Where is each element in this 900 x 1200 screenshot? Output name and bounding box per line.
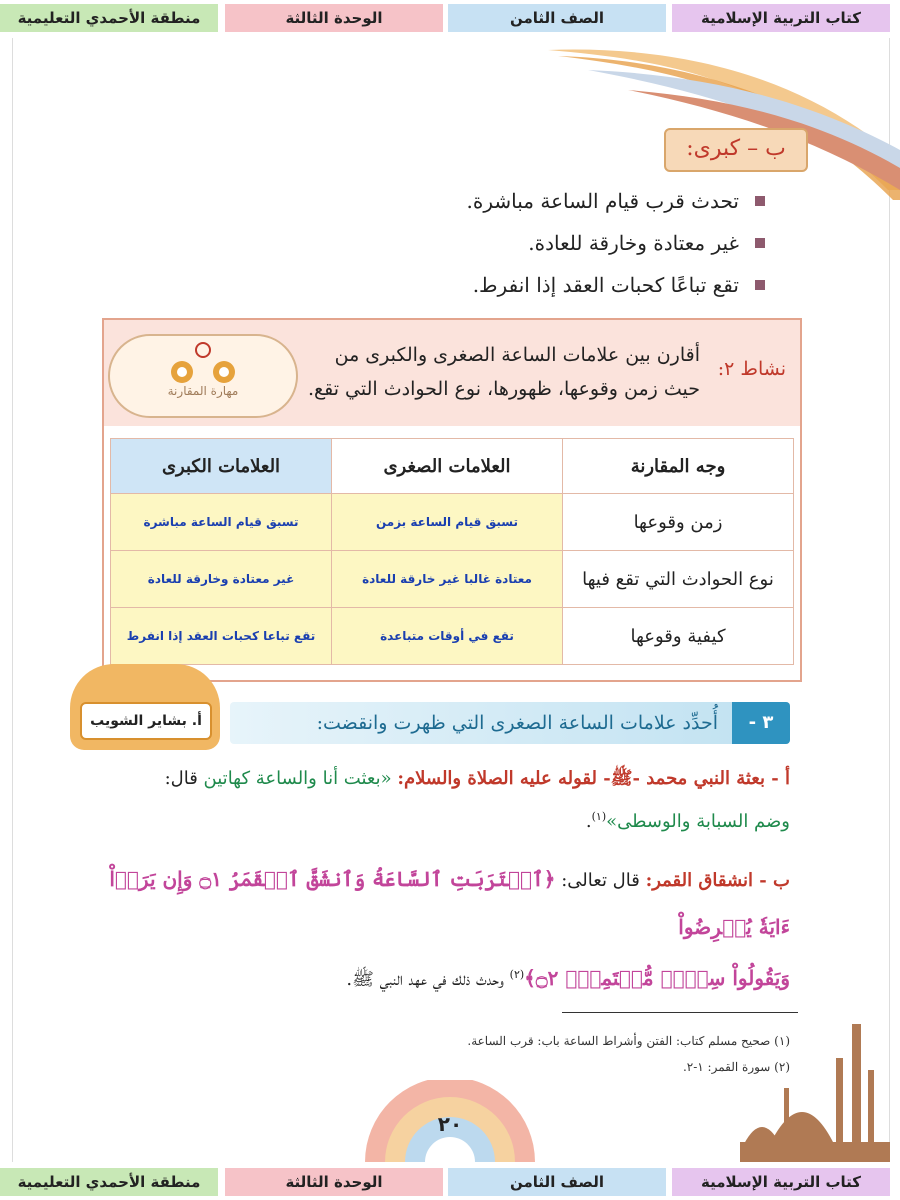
footer-cells (0, 1164, 900, 1198)
item-a-after: قال: (164, 768, 198, 789)
header-unit: الوحدة الثالثة (225, 4, 443, 32)
table-row (111, 551, 794, 608)
bullet-text: غير معتادة وخارقة للعادة. (528, 231, 739, 255)
table-row-header: كيفية وقوعها (563, 608, 794, 665)
compare-heads-icon (110, 336, 296, 386)
footer-grade: الصف الثامن (448, 1168, 666, 1196)
bullet-text: تحدث قرب قيام الساعة مباشرة. (466, 189, 739, 213)
header-grade: الصف الثامن (448, 4, 666, 32)
activity-header (104, 320, 800, 426)
top-header-bar (0, 0, 900, 34)
list-item (205, 222, 765, 264)
table-row (111, 494, 794, 551)
skill-label: مهارة المقارنة (167, 384, 239, 398)
question-3-bar (230, 702, 790, 744)
section-b-title: ب – كبرى: (664, 128, 808, 172)
quran-verse: ﴿ٱقۡتَرَبَتِ ٱلسَّاعَةُ وَٱنشَقَّ ٱلۡقَمَرُ ۝١ وَإِن يَرَوۡاْ ءَايَةٗ يُعۡرِضُواْ (109, 867, 790, 939)
question-text: أُحدِّد علامات الساعة الصغرى التي ظهرت وانقضت: (316, 712, 718, 734)
activity-label: نشاط ٢: (717, 358, 786, 380)
table-header: العلامات الصغرى (332, 439, 563, 494)
footnote-divider (562, 1012, 798, 1013)
table-row-header: نوع الحوادث التي تقع فيها (563, 551, 794, 608)
mosque-silhouette-icon (740, 1018, 890, 1162)
comparison-table (110, 438, 794, 665)
question-number: ٣ - (732, 702, 790, 744)
item-b-line2 (90, 952, 790, 1003)
teacher-badge (70, 664, 220, 750)
activity-text (290, 338, 700, 406)
hadith-text: «بعثت أنا والساعة كهاتين (203, 768, 392, 789)
bullet-square-icon (755, 280, 765, 290)
page-number: ٢٠ (437, 1112, 463, 1136)
footnote: (٢) سورة القمر: ١-٢. (682, 1060, 790, 1074)
answer-cell[interactable]: معتادة غالبا غير خارقة للعادة (332, 551, 563, 608)
table-row (111, 608, 794, 665)
skill-badge (108, 334, 298, 418)
bullet-text: تقع تباعًا كحبات العقد إذا انفرط. (472, 273, 739, 297)
answer-cell[interactable]: تقع في أوقات متباعدة (332, 608, 563, 665)
bullet-square-icon (755, 196, 765, 206)
item-b-paragraph (90, 856, 790, 1003)
footnote-ref[interactable]: (٢) (509, 968, 525, 981)
item-b-lead: ب - انشقاق القمر: (645, 870, 790, 891)
decorative-swoosh-icon (548, 40, 900, 200)
hadith-text-line2: وضم السبابة والوسطى» (606, 811, 790, 832)
table-header-row (111, 439, 794, 494)
footnote: (١) صحيح مسلم كتاب: الفتن وأشراط الساعة باب: قرب الساعة. (467, 1034, 790, 1048)
quran-verse-line2: وَيَقُولُواْ سِحۡرٞ مُّسۡتَمِرّٞ ۝٢﴾ (524, 966, 790, 990)
item-b-tail: وحدث ذلك في عهد النبي ﷺ. (346, 969, 504, 990)
header-book: كتاب التربية الإسلامية (672, 4, 890, 32)
item-a-lead: أ - بعثة النبي محمد -ﷺ- لقوله عليه الصلاة والسلام: (397, 768, 790, 789)
header-district: منطقة الأحمدي التعليمية (0, 4, 218, 32)
item-b-line1 (90, 856, 790, 952)
footer-book: كتاب التربية الإسلامية (672, 1168, 890, 1196)
answer-cell[interactable]: غير معتادة وخارقة للعادة (111, 551, 332, 608)
teacher-name: أ. بشاير الشويب (80, 702, 212, 740)
footnote-ref[interactable]: (١) (591, 810, 607, 823)
answer-cell[interactable]: تقع تباعا كحبات العقد إذا انفرط (111, 608, 332, 665)
footnotes (230, 1028, 790, 1080)
item-a-paragraph (90, 760, 790, 841)
table-header: العلامات الكبرى (111, 439, 332, 494)
table-row-header: زمن وقوعها (563, 494, 794, 551)
table-header: وجه المقارنة (563, 439, 794, 494)
footer-district: منطقة الأحمدي التعليمية (0, 1168, 218, 1196)
bottom-footer-bar (0, 1164, 900, 1200)
bullet-square-icon (755, 238, 765, 248)
activity-box (102, 318, 802, 682)
item-a-line1 (90, 760, 790, 798)
activity-text-line: أقارن بين علامات الساعة الصغرى والكبرى من (334, 344, 700, 366)
footer-unit: الوحدة الثالثة (225, 1168, 443, 1196)
answer-cell[interactable]: تسبق قيام الساعة بزمن (332, 494, 563, 551)
answer-cell[interactable]: تسبق قيام الساعة مباشرة (111, 494, 332, 551)
activity-text-line: حيث زمن وقوعها، ظهورها، نوع الحوادث التي تقع. (307, 378, 700, 400)
list-item (205, 180, 765, 222)
section-b-bullets (205, 180, 765, 306)
item-a-line2: وضم السبابة والوسطى»$^{(١)}$. (585, 810, 790, 832)
item-b-said: قال تعالى: (561, 870, 640, 891)
list-item (205, 264, 765, 306)
